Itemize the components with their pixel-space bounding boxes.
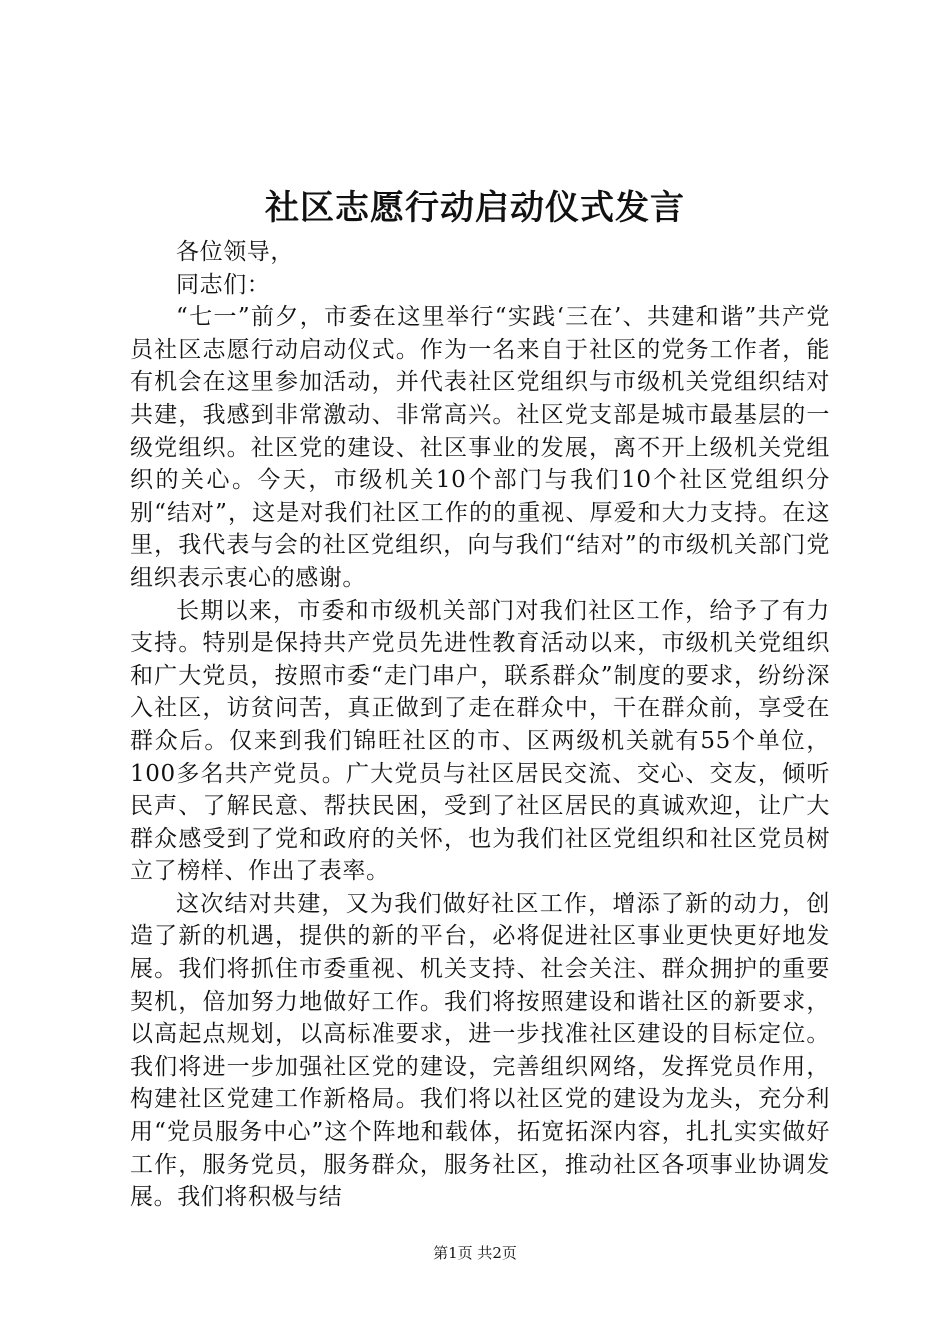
document-body	[130, 236, 830, 1214]
body-paragraph: 长期以来，市委和市级机关部门对我们社区工作，给予了有力支持。特别是保持共产党员先进性教育活动以来，市级机关党组织和广大党员，按照市委“走门串户，联系群众”制度的要求，纷纷深入社区，访贫问苦，真正做到了走在群众中，干在群众前，享受在群众后。仅来到我们锦旺社区的市、区两级机关就有55个单位，100多名共产党员。广大党员与社区居民交流、交心、交友，倾听民声、了解民意、帮扶民困，受到了社区居民的真诚欢迎，让广大群众感受到了党和政府的关怀，也为我们社区党组织和社区党员树立了榜样、作出了表率。	[130, 597, 830, 885]
page-footer: 第1页 共2页	[433, 1244, 517, 1262]
document-title: 社区志愿行动启动仪式发言	[265, 188, 685, 228]
body-paragraph: 这次结对共建，又为我们做好社区工作，增添了新的动力，创造了新的机遇，提供的新的平台，必将促进社区事业更快更好地发展。我们将抓住市委重视、机关支持、社会关注、群众拥护的重要契机，倍加努力地做好工作。我们将按照建设和谐社区的新要求，以高起点规划，以高标准要求，进一步找准社区建设的目标定位。我们将进一步加强社区党的建设，完善组织网络，发挥党员作用，构建社区党建工作新格局。我们将以社区党的建设为龙头，充分利用“党员服务中心”这个阵地和载体，拓宽拓深内容，扎扎实实做好工作，服务党员，服务群众，服务社区，推动社区各项事业协调发展。我们将积极与结	[130, 890, 830, 1211]
salutation-line: 同志们：	[176, 271, 271, 298]
body-paragraph: “七一”前夕，市委在这里举行“实践‘三在’、共建和谐”共产党员社区志愿行动启动仪式。作为一名来自于社区的党务工作者，能有机会在这里参加活动，并代表社区党组织与市级机关党组织结对共建，我感到非常激动、非常高兴。社区党支部是城市最基层的一级党组织。社区党的建设、社区事业的发展，离不开上级机关党组织的关心。今天，市级机关10个部门与我们10个社区党组织分别“结对”，这是对我们社区工作的的重视、厚爱和大力支持。在这里，我代表与会的社区党组织，向与我们“结对”的市级机关部门党组织表示衷心的感谢。	[130, 304, 830, 591]
salutation-line: 各位领导，	[176, 239, 294, 265]
